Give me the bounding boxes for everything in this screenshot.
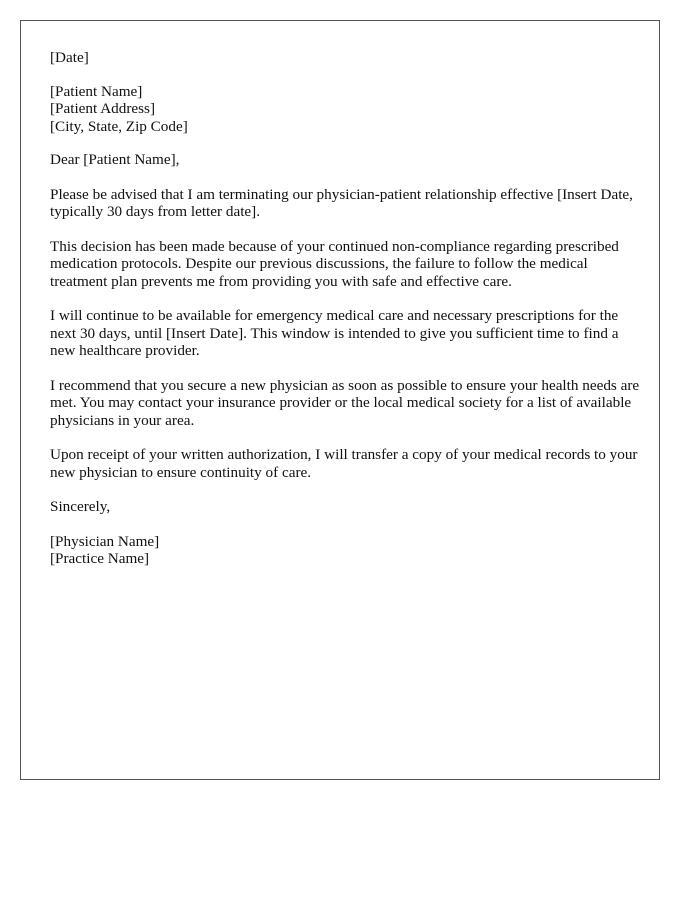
letter-body — [50, 49, 640, 584]
paragraph-new-physician: I recommend that you secure a new physician as soon as possible to ensure your health needs are met. You may contact your insurance provider or the local medical society for a list of available physicians in your area. — [50, 376, 640, 429]
paragraph-records-transfer: Upon receipt of your written authorization, I will transfer a copy of your medical records to your new physician to ensure continuity of care. — [50, 446, 638, 481]
recipient-address: [Patient Address] — [50, 100, 156, 117]
closing: Sincerely, — [50, 498, 111, 515]
letter-page — [20, 20, 660, 780]
signature-block — [50, 533, 640, 568]
paragraph-reason: This decision has been made because of your continued non-compliance regarding prescribed medication protocols. Despite our previous discussions, the failure to follow the medical treatment plan prevents me from providing you with safe and effective care. — [50, 237, 619, 290]
recipient-name: [Patient Name] — [50, 82, 143, 100]
paragraph-interim-care: I will continue to be available for emergency medical care and necessary prescriptions for the next 30 days, until [Insert Date]. This window is intended to give you sufficient time to find a new healthcare provider. — [50, 307, 619, 359]
paragraph-termination-notice: Please be advised that I am terminating our physician-patient relationship effective [Insert Date, typically 30 days from letter date]. — [50, 185, 633, 220]
letter-date: [Date] — [50, 49, 89, 66]
recipient-city-state-zip: [City, State, Zip Code] — [50, 117, 188, 135]
physician-name: [Physician Name] — [50, 532, 160, 550]
date-block — [50, 49, 640, 67]
salutation: Dear [Patient Name], — [50, 151, 180, 168]
practice-name: [Practice Name] — [50, 550, 150, 567]
recipient-address-block — [50, 83, 640, 136]
